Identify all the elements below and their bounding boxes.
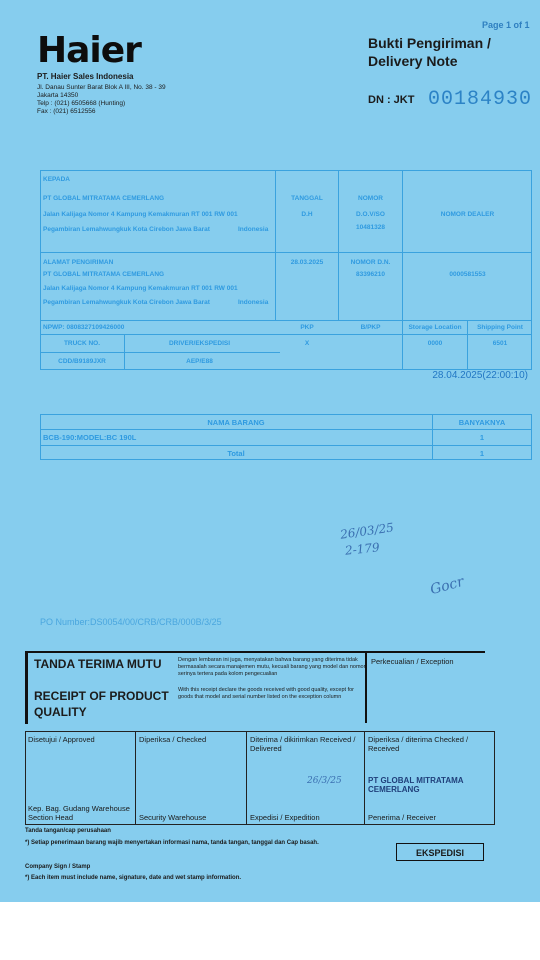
pkp-value: X xyxy=(304,340,310,347)
receiver-stamp: PT GLOBAL MITRATAMA CEMERLANG xyxy=(368,776,464,794)
sig-checked xyxy=(136,732,247,824)
sig-received-foot: Penerima / Receiver xyxy=(368,813,436,822)
sig-checked-foot: Security Warehouse xyxy=(139,813,207,822)
dn-number-value: 83396210 xyxy=(356,271,385,278)
item-qty-header: BANYAKNYA xyxy=(458,418,506,427)
sig-received xyxy=(365,732,495,824)
exception-label: Perkecualian / Exception xyxy=(371,657,454,666)
tanggal-value: D.H xyxy=(301,211,313,218)
handwritten-signature: Gocr xyxy=(428,573,466,599)
recipient-country: Indonesia xyxy=(238,226,269,233)
dn-number: 00184930 xyxy=(428,88,533,111)
note1: *) Setiap penerimaan barang wajib menyertakan informasi nama, tanda tangan, tanggal dan Cap basah. xyxy=(25,840,319,846)
address-line: Fax : (021) 6512556 xyxy=(37,108,96,115)
recipient-address2: Pegambiran Lemahwungkuk Kota Cirebon Jawa Barat xyxy=(43,226,210,233)
dealer-value: 0000581553 xyxy=(449,271,486,278)
company-name: PT. Haier Sales Indonesia xyxy=(37,72,134,81)
receipt-block xyxy=(25,651,370,724)
sig-approved-label: Disetujui / Approved xyxy=(28,735,95,744)
receipt-title-en2: QUALITY xyxy=(34,705,87,719)
note1-title: Tanda tangan/cap perusahaan xyxy=(25,828,111,834)
item-qty: 1 xyxy=(479,433,485,442)
sig-delivered xyxy=(247,732,365,824)
item-name-header: NAMA BARANG xyxy=(207,418,265,427)
sig-approved xyxy=(25,732,136,824)
title-line-1: Bukti Pengiriman / xyxy=(368,35,491,51)
sig-delivered-label: Diterima / dikirimkan Received / Delivered xyxy=(250,735,356,753)
nomor-value: 10481328 xyxy=(356,224,385,231)
item-name: BCB-190:MODEL:BC 190L xyxy=(43,433,137,442)
shipping-point-label: Shipping Point xyxy=(477,324,523,331)
shipping-date: 28.03.2025 xyxy=(290,259,324,266)
storage-location-label: Storage Location xyxy=(408,324,462,331)
driver-value: AEP/E88 xyxy=(186,358,213,365)
nomor-sub: D.O.V/SO xyxy=(356,211,385,218)
total-qty: 1 xyxy=(479,449,485,458)
page-indicator: Page 1 of 1 xyxy=(482,20,530,30)
truck-label: TRUCK NO. xyxy=(63,340,101,347)
company-address xyxy=(37,84,166,116)
haier-logo: Haier xyxy=(37,30,141,71)
shipping-address2: Pegambiran Lemahwungkuk Kota Cirebon Jawa Barat xyxy=(43,299,210,306)
document-title xyxy=(368,34,491,70)
sig-approved-foot: Kep. Bag. Gudang Warehouse Section Head xyxy=(28,804,130,822)
receipt-text-en: With this receipt declare the goods received with good quality, except for goods that model and serial number listed on the exception column xyxy=(178,687,354,700)
address-line: Telp : (021) 6505668 (Hunting) xyxy=(37,100,126,107)
shipping-value: 6501 xyxy=(492,340,508,347)
receipt-title-en1: RECEIPT OF PRODUCT xyxy=(34,689,169,703)
tanggal-label: TANGGAL xyxy=(291,195,323,202)
sig-checked-label: Diperiksa / Checked xyxy=(139,735,207,744)
shipping-country: Indonesia xyxy=(238,299,269,306)
recipient-name: PT GLOBAL MITRATAMA CEMERLANG xyxy=(43,195,165,202)
po-number: PO Number:DS0054/00/CRB/CRB/000B/3/25 xyxy=(40,617,222,627)
handwritten-date: 26/03/25 xyxy=(339,520,395,542)
shipping-label: ALAMAT PENGIRIMAN xyxy=(43,259,114,266)
kepada-label: KEPADA xyxy=(43,176,70,183)
title-line-2: Delivery Note xyxy=(368,53,458,69)
pkp-label: PKP xyxy=(300,324,314,331)
shipping-address1: Jalan Kalijaga Nomor 4 Kampung Kemakmuran RT 001 RW 001 xyxy=(43,285,238,292)
note2-title: Company Sign / Stamp xyxy=(25,864,91,870)
dn-number-label: NOMOR D.N. xyxy=(350,259,391,266)
shipping-name: PT GLOBAL MITRATAMA CEMERLANG xyxy=(43,271,165,278)
recipient-address1: Jalan Kalijaga Nomor 4 Kampung Kemakmuran RT 001 RW 001 xyxy=(43,211,238,218)
total-label: Total xyxy=(227,449,245,458)
ekspedisi-box: EKSPEDISI xyxy=(396,843,484,861)
dealer-label: NOMOR DEALER xyxy=(440,211,495,218)
handwritten-number: 2-179 xyxy=(344,540,381,558)
receipt-title-id: TANDA TERIMA MUTU xyxy=(34,657,162,671)
nomor-label: NOMOR xyxy=(358,195,383,202)
sig-delivered-foot: Expedisi / Expedition xyxy=(250,813,320,822)
bpkp-label: B/PKP xyxy=(360,324,381,331)
exception-box xyxy=(365,651,485,723)
print-timestamp: 28.04.2025(22:00:10) xyxy=(432,370,528,381)
dn-label: DN : JKT xyxy=(368,94,415,106)
driver-label: DRIVER/EKSPEDISI xyxy=(168,340,231,347)
sig-delivered-hand-date: 26/3/25 xyxy=(307,776,342,786)
sig-received-label: Diperiksa / diterima Checked / Received xyxy=(368,735,469,753)
npwp: NPWP: 0808327109426000 xyxy=(43,324,125,331)
note2: *) Each item must include name, signature, date and wet stamp information. xyxy=(25,875,242,881)
receipt-text-id: Dengan lembaran ini juga, menyatakan bahwa barang yang diterima tidak bermasalah secara manajemen mutu, kecuali barang yang model dan nomor serinya tertera pada kolom pengecualian xyxy=(178,657,366,677)
storage-value: 0000 xyxy=(427,340,443,347)
truck-value: CDD/B9189JXR xyxy=(58,358,106,365)
address-line: Jl. Danau Sunter Barat Blok A III, No. 38 - 39 xyxy=(37,84,166,91)
address-line: Jakarta 14350 xyxy=(37,92,79,99)
